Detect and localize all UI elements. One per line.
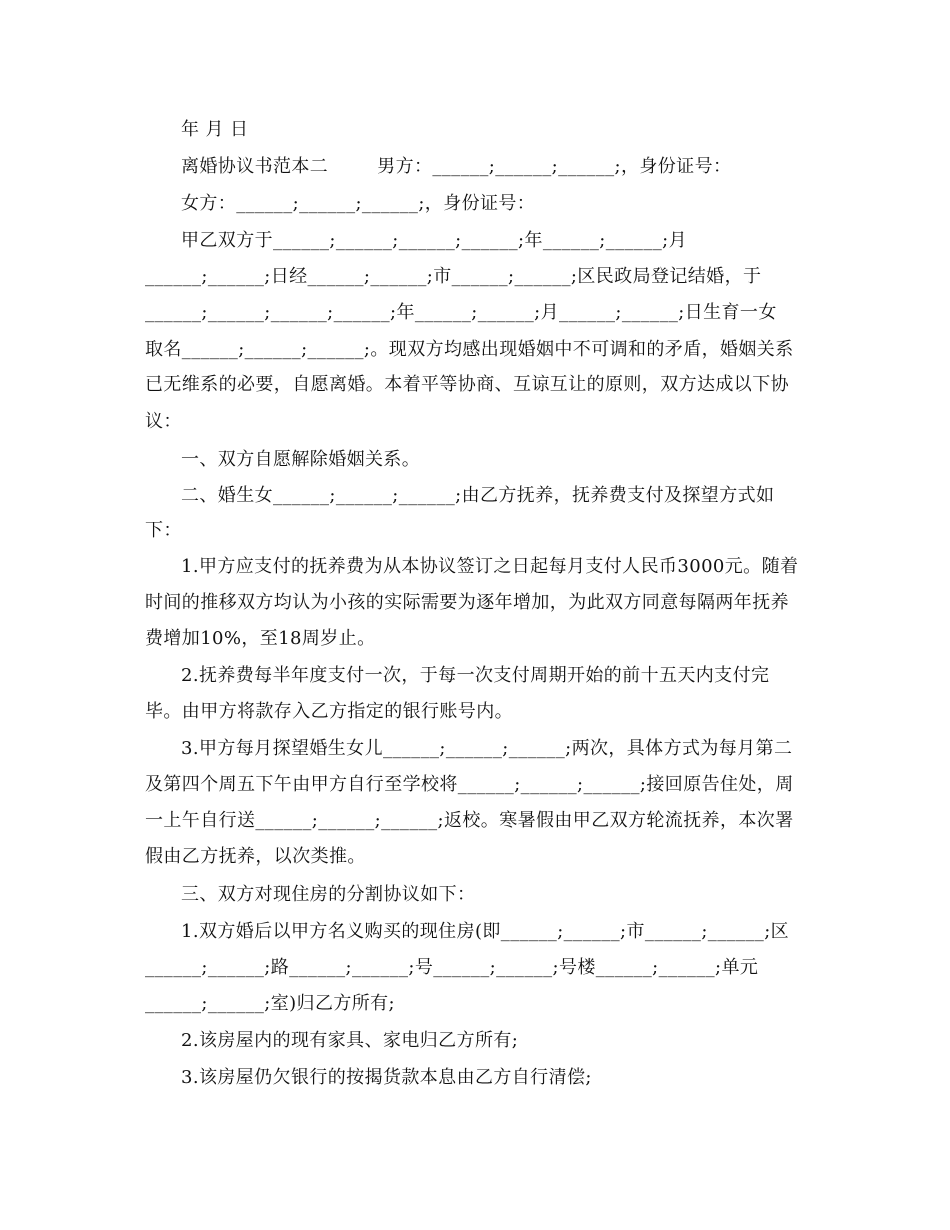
section-heading: 三、双方对现住房的分割协议如下：: [181, 884, 476, 905]
paragraph-line: ______;______;日经______;______;市______;______;区民政局登记结婚，于: [145, 266, 762, 287]
title-line: 离婚协议书范本二 男方：______;______;______;，身份证号：: [181, 156, 732, 177]
paragraph-line: 及第四个周五下午由甲方自行至学校将______;______;______;接回原告住处，周: [145, 774, 794, 795]
paragraph-line: 已无维系的必要，自愿离婚。本着平等协商、互谅互让的原则，双方达成以下协: [145, 374, 789, 395]
section-heading: 一、双方自愿解除婚姻关系。: [181, 449, 421, 470]
paragraph-line: 毕。由甲方将款存入乙方指定的银行账号内。: [145, 701, 513, 722]
paragraph-line: ______;______;室)归乙方所有;: [145, 993, 396, 1014]
paragraph-line: 甲乙双方于______;______;______;______;年______;______;月: [181, 230, 687, 251]
paragraph-line: ______;______;______;______;年______;______;月______;______;日生育一女: [145, 302, 777, 323]
clause-line: 2.该房屋内的现有家具、家电归乙方所有;: [181, 1030, 519, 1051]
clause-line: 1.双方婚后以甲方名义购买的现住房(即______;______;市______;______;区: [181, 921, 790, 942]
paragraph-line: 女方：______;______;______;，身份证号：: [181, 193, 536, 214]
paragraph-line: 费增加10%，至18周岁止。: [145, 628, 376, 649]
paragraph-line: 下：: [145, 520, 182, 541]
paragraph-line: 取名______;______;______;。现双方均感出现婚姻中不可调和的矛盾，婚姻关系: [145, 339, 794, 360]
clause-line: 3.甲方每月探望婚生女儿______;______;______;两次，具体方式为每月第二: [181, 738, 793, 759]
paragraph-line: 假由乙方抚养，以次类推。: [145, 846, 366, 867]
clause-line: 2.抚养费每半年度支付一次，于每一次支付周期开始的前十五天内支付完: [181, 665, 770, 686]
clause-line: 3.该房屋仍欠银行的按揭货款本息由乙方自行清偿;: [181, 1067, 592, 1088]
section-heading: 二、婚生女______;______;______;由乙方抚养，抚养费支付及探望方式如: [181, 485, 775, 506]
paragraph-line: ______;______;路______;______;号______;______;号楼______;______;单元: [145, 957, 759, 978]
date-line: 年 月 日: [181, 119, 249, 140]
paragraph-line: 一上午自行送______;______;______;返校。寒暑假由甲乙双方轮流抚养，本次署: [145, 810, 794, 831]
paragraph-line: 议：: [145, 411, 182, 432]
paragraph-line: 时间的推移双方均认为小孩的实际需要为逐年增加，为此双方同意每隔两年抚养: [145, 592, 789, 613]
clause-line: 1.甲方应支付的抚养费为从本协议签订之日起每月支付人民币3000元。随着: [181, 556, 799, 577]
